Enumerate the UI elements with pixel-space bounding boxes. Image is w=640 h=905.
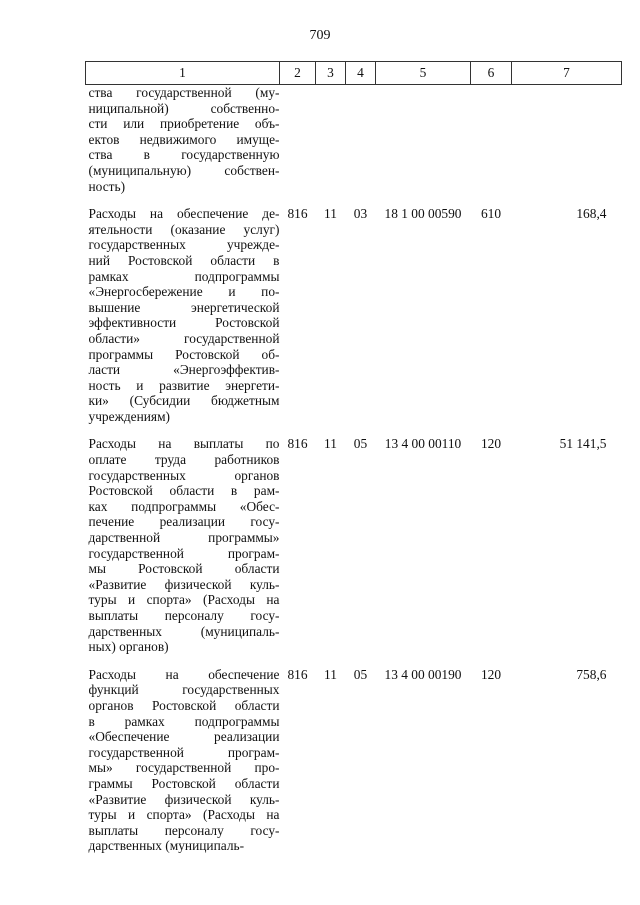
section-code: 11	[324, 666, 337, 682]
table-header-row	[86, 62, 622, 85]
description-line: ных) органов)	[88, 639, 169, 655]
description-line: государственной програм-	[88, 545, 280, 561]
target-article-code: 13 4 00 00190	[384, 666, 462, 682]
expense-type-code	[471, 85, 512, 195]
description-line: Расходы на выплаты по	[88, 436, 280, 452]
description-line: «Энергосбережение и по-	[88, 284, 280, 300]
header-cell: 5	[376, 62, 471, 85]
description-line: ний Ростовской области в	[88, 252, 280, 268]
row-spacer	[86, 194, 622, 206]
description-line: Ростовской области в рам-	[88, 483, 280, 499]
description-line: в рамках подпрограммы	[88, 713, 280, 729]
description-line: рамках подпрограммы	[88, 268, 280, 284]
description-line: Расходы на обеспечение	[88, 666, 280, 682]
description-line: «Развитие физической куль-	[88, 791, 280, 807]
row-description	[86, 85, 280, 195]
description-line: печение реализации госу-	[88, 514, 280, 530]
description-line: дарственной программы»	[88, 530, 280, 546]
amount-value: 758,6	[576, 666, 607, 682]
row-spacer	[86, 655, 622, 667]
header-cell: 1	[86, 62, 280, 85]
description-line: ства в государственную	[88, 147, 280, 163]
row-spacer	[86, 424, 622, 436]
header-cell: 7	[512, 62, 622, 85]
description-line: дарственных (муниципаль-	[88, 623, 280, 639]
subsection-code: 05	[353, 666, 368, 682]
ministry-code: 816	[287, 436, 308, 452]
amount-value	[512, 85, 622, 195]
description-line: дарственных (муниципаль-	[88, 838, 245, 854]
subsection-code: 03	[353, 206, 368, 222]
amount-value: 168,4	[576, 206, 607, 222]
amount-value: 51 141,5	[559, 436, 607, 452]
expense-type-code: 120	[480, 436, 502, 452]
description-line: государственных органов	[88, 467, 280, 483]
description-line: выплаты персоналу госу-	[88, 608, 280, 623]
description-line: органов Ростовской области	[88, 697, 280, 713]
description-line: граммы Ростовской области	[88, 775, 280, 791]
row-description	[86, 206, 280, 424]
page-number: 709	[309, 28, 331, 43]
description-line: вышение энергетической	[88, 299, 280, 315]
table-row	[86, 206, 622, 424]
description-line: государственной програм-	[88, 744, 280, 760]
description-line: функций государственных	[88, 682, 280, 698]
description-line: ства государственной (му-	[88, 85, 280, 100]
description-line: выплаты персоналу госу-	[88, 822, 280, 838]
description-line: ласти «Энергоэффектив-	[88, 362, 280, 378]
target-article-code: 18 1 00 00590	[384, 206, 462, 222]
subsection-code: 05	[353, 436, 368, 452]
header-cell: 3	[316, 62, 346, 85]
description-line: ки» (Субсидии бюджетным	[88, 393, 280, 409]
table-row	[86, 85, 622, 195]
description-line: оплате труда работников	[88, 452, 280, 468]
description-line: эффективности Ростовской	[88, 315, 280, 331]
expense-type-code: 610	[480, 206, 502, 222]
description-line: туры и спорта» (Расходы на	[88, 807, 280, 823]
description-line: сти или приобретение объ-	[88, 116, 280, 132]
description-line: (муниципальную) собствен-	[88, 162, 280, 178]
description-line: Расходы на обеспечение де-	[88, 206, 280, 222]
description-line: ках подпрограммы «Обес-	[88, 498, 280, 514]
header-cell: 2	[280, 62, 316, 85]
row-description	[86, 667, 280, 854]
description-line: ятельности (оказание услуг)	[88, 221, 280, 237]
ministry-code	[280, 85, 316, 195]
description-line: туры и спорта» (Расходы на	[88, 592, 280, 608]
description-line: учреждениям)	[88, 408, 171, 424]
description-line: ниципальной) собственно-	[88, 100, 280, 116]
expense-type-code: 120	[480, 666, 502, 682]
section-code: 11	[324, 436, 337, 452]
description-line: государственных учрежде-	[88, 237, 280, 253]
section-code	[316, 85, 346, 195]
description-line: «Развитие физической куль-	[88, 576, 280, 592]
description-line: мы Ростовской области	[88, 561, 280, 577]
section-code: 11	[324, 206, 337, 222]
ministry-code: 816	[287, 666, 308, 682]
header-cell: 6	[471, 62, 512, 85]
description-line: ектов недвижимого имуще-	[88, 131, 280, 147]
table-row	[86, 667, 622, 854]
header-cell: 4	[346, 62, 376, 85]
table-body	[86, 85, 622, 854]
description-line: мы» государственной про-	[88, 760, 280, 776]
description-line: «Обеспечение реализации	[88, 729, 280, 745]
description-line: области» государственной	[88, 330, 280, 346]
subsection-code	[346, 85, 376, 195]
row-description	[86, 436, 280, 654]
description-line: ность)	[88, 178, 126, 194]
ministry-code: 816	[287, 206, 308, 222]
description-line: программы Ростовской об-	[88, 346, 280, 362]
table-row	[86, 436, 622, 654]
budget-table	[85, 61, 622, 854]
target-article-code: 13 4 00 00110	[384, 436, 462, 452]
description-line: ность и развитие энергети-	[88, 377, 280, 393]
target-article-code	[376, 85, 471, 195]
